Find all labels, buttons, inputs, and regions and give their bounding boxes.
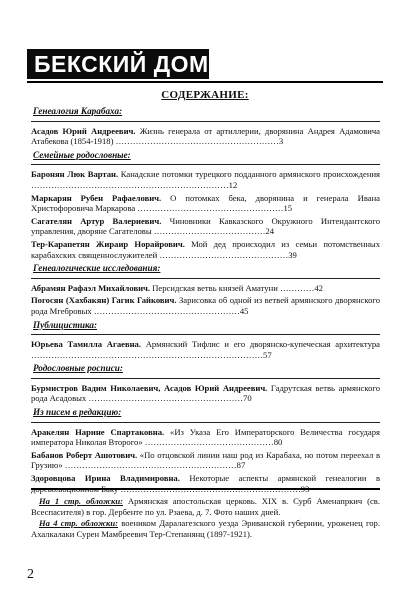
section-heading: Генеалогические исследования:	[33, 263, 161, 274]
section-heading: Публицистика:	[33, 319, 98, 330]
entry-author: Маркарян Рубен Рафаелович.	[31, 192, 162, 203]
toc-entry[interactable]	[31, 239, 380, 260]
cover-note-label: На 4 стр. обложки:	[39, 518, 119, 528]
section-divider	[31, 363, 380, 379]
journal-title: БЕКСКИЙ ДОМ	[34, 51, 209, 77]
section-heading: Генеалогия Карабаха:	[33, 106, 123, 116]
cover-note-text: воеником Даралагезского уезда Эриванской губернии, уроженец гор. Ахалкалаки Сурен Мамбреевич Тер-Степанянц (1897-1921).	[31, 518, 380, 539]
entry-author: Абрамян Рафаэл Михайлович.	[31, 282, 151, 293]
section-heading: Родословные росписи:	[33, 363, 123, 374]
section-divider	[31, 320, 380, 336]
entry-title: Гадрутская ветвь армянского рода Асадовых ………………………………………………70	[31, 382, 380, 404]
cover-note	[31, 518, 380, 539]
cover-note	[31, 496, 380, 517]
toc-entry[interactable]	[31, 193, 380, 214]
toc-list	[31, 106, 380, 497]
section-divider	[31, 106, 380, 122]
entry-title: О потомках бека, дворянина и генерала Ивана Христофоровича Маркарова ……………………………………………15	[31, 192, 380, 214]
section-divider	[31, 407, 380, 423]
entry-author: Баронян Люк Вартан.	[31, 169, 119, 180]
entry-title: Армянский Тифлис и его дворянско-купеческая архитектура ………………………………………………………………………57	[31, 339, 380, 360]
entry-author: Юрьева Тамилла Агаевна.	[31, 339, 141, 350]
toc-section	[31, 106, 380, 147]
header-rule	[27, 81, 383, 83]
toc-section	[31, 407, 380, 494]
section-heading: Семейные родословные:	[33, 149, 131, 160]
toc-entry[interactable]	[31, 339, 380, 360]
toc-entry[interactable]	[31, 427, 380, 448]
entry-title: Чиновники Кавказского Окружного Интендантского управления, дворяне Сагателовы …………………………………24	[31, 215, 380, 237]
entry-title: Персидская ветвь князей Аматуни …………42	[150, 282, 323, 293]
cover-note-label: На 1 стр. обложки:	[39, 496, 123, 506]
entry-title: Канадские потомки турецкого подданного армянского происхождения ……………………………………………………………12	[31, 169, 380, 190]
toc-entry[interactable]	[31, 283, 380, 294]
toc-section	[31, 363, 380, 404]
toc-entry[interactable]	[31, 169, 380, 190]
toc-section	[31, 263, 380, 316]
entry-author: Аракелян Нарине Спартаковна.	[31, 426, 165, 437]
entry-author: Тер-Карапетян Жираир Норайрович.	[31, 238, 185, 249]
cover-note-text: Армянская апостольская церковь. XIX в. Сурб Аменапркич (св. Всеспасителя) в гор. Дербенте по ул. Рзаева, д. 7. Фото наших дней.	[31, 496, 380, 517]
entry-author: Бабанов Роберт Ашотович.	[31, 449, 138, 460]
entry-author: Здоровцова Ирина Владимировна.	[31, 473, 180, 484]
section-divider	[31, 263, 380, 279]
entry-author: Асадов Юрий Андреевич.	[31, 125, 136, 136]
entry-title: Жизнь генерала от артиллерии, дворянина Андрея Адамовича Атабекова (1854-1918) …………………………………………………3	[31, 125, 380, 147]
footer-rule	[31, 488, 380, 490]
entry-title: Мой дед происходил из семьи потомственных карабахских священнослужителей ………………………………………39	[31, 238, 380, 260]
page-number: 2	[27, 567, 34, 582]
toc-entry[interactable]	[31, 450, 380, 471]
entry-title: Зарисовка об одной из ветвей армянского дворянского рода Мгебровых ……………………………………………45	[31, 295, 381, 316]
toc-section	[31, 150, 380, 260]
toc-entry[interactable]	[31, 295, 380, 316]
section-heading: Из писем в редакцию:	[33, 407, 122, 418]
entry-author: Погосян (Хахбакян) Гагик Гайкович.	[31, 295, 177, 306]
entry-title: Некоторые аспекты армянской генеалогии в дореволюционном Баку ………………………………………………………93	[31, 473, 381, 494]
toc-entry[interactable]	[31, 126, 380, 147]
toc-section	[31, 320, 380, 361]
cover-notes	[31, 496, 380, 540]
toc-entry[interactable]	[31, 216, 380, 237]
entry-author: Бурмистров Вадим Николаевич, Асадов Юрий Андреевич.	[31, 382, 268, 393]
toc-entry[interactable]	[31, 473, 380, 494]
entry-author: Сагателян Артур Валериевич.	[31, 215, 162, 226]
toc-entry[interactable]	[31, 383, 380, 404]
entry-title: «По отцовской линии наш род из Карабаха, но потом переехал в Грузию» ……………………………………………………87	[31, 449, 380, 471]
entry-title: «Из Указа Его Императорского Величества государя императора Николая Второго» ………………………………………80	[31, 426, 380, 448]
toc-title: СОДЕРЖАНИЕ:	[161, 89, 249, 101]
section-divider	[31, 150, 380, 166]
